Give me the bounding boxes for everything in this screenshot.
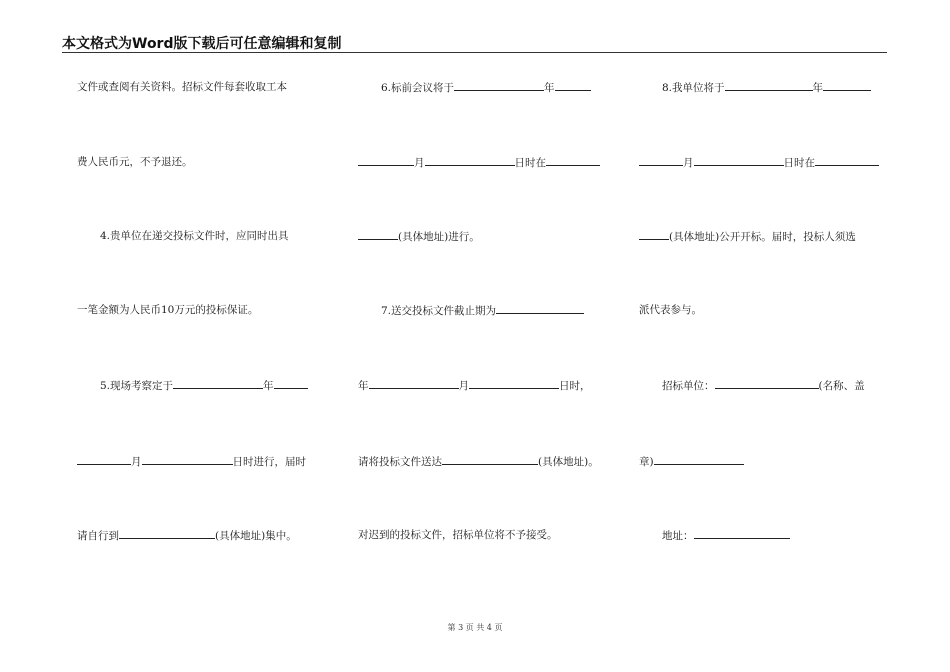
blank-field[interactable] bbox=[654, 454, 744, 465]
text-segment: (具体地址)。 bbox=[538, 456, 599, 468]
text-segment: 日时在 bbox=[514, 157, 546, 169]
blank-field[interactable] bbox=[815, 155, 879, 166]
blank-field[interactable] bbox=[77, 454, 131, 465]
text-segment: 请自行到 bbox=[77, 530, 119, 542]
text-segment: (具体地址)公开开标。届时，投标人须选 bbox=[669, 231, 856, 243]
blank-field[interactable] bbox=[694, 155, 784, 166]
header-title: 本文格式为Word版下载后可任意编辑和复制 bbox=[62, 36, 342, 52]
blank-field[interactable] bbox=[639, 155, 683, 166]
text-segment: (具体地址)集中。 bbox=[215, 530, 297, 542]
text-segment: 请将投标文件送达 bbox=[358, 456, 442, 468]
text-segment: 年 bbox=[358, 380, 369, 392]
blank-field[interactable] bbox=[358, 155, 414, 166]
blank-field[interactable] bbox=[454, 80, 544, 91]
col2-line-7: 对迟到的投标文件，招标单位将不予接受。 bbox=[358, 529, 558, 541]
text-segment: 月 bbox=[414, 157, 425, 169]
blank-field[interactable] bbox=[142, 454, 233, 465]
col1-line-3: 4.贵单位在递交投标文件时，应同时出具 bbox=[100, 230, 289, 242]
col1-line-2: 费人民币元，不予退还。 bbox=[77, 156, 193, 168]
col1-line-1: 文件或查阅有关资料。招标文件每套收取工本 bbox=[77, 81, 287, 93]
col2-line-5 bbox=[358, 378, 591, 393]
text-segment: 日时在 bbox=[783, 157, 815, 169]
text-segment: (名称、盖 bbox=[818, 380, 865, 392]
text-segment: 5.现场考察定于 bbox=[100, 380, 174, 392]
text-segment: 6.标前会议将于 bbox=[381, 82, 455, 94]
col2-line-3 bbox=[358, 229, 480, 244]
text-segment: 8.我单位将于 bbox=[662, 82, 725, 94]
blank-field[interactable] bbox=[725, 80, 813, 91]
blank-field[interactable] bbox=[546, 155, 600, 166]
blank-field[interactable] bbox=[173, 378, 263, 389]
col2-line-1 bbox=[381, 80, 591, 95]
page-number: 第 3 页 共 4 页 bbox=[447, 623, 503, 632]
blank-field[interactable] bbox=[694, 528, 790, 539]
col3-line-6 bbox=[639, 454, 744, 469]
text-segment: 招标单位： bbox=[662, 380, 715, 392]
blank-field[interactable] bbox=[358, 229, 398, 240]
blank-field[interactable] bbox=[442, 454, 538, 465]
blank-field[interactable] bbox=[274, 378, 308, 389]
text-segment: 年 bbox=[544, 82, 555, 94]
col1-line-5 bbox=[100, 378, 308, 393]
blank-field[interactable] bbox=[119, 528, 215, 539]
header-divider bbox=[62, 52, 887, 53]
col3-line-3 bbox=[639, 229, 856, 244]
blank-field[interactable] bbox=[639, 229, 669, 240]
col2-line-6 bbox=[358, 454, 599, 469]
text-segment: 日时进行，届时 bbox=[232, 456, 306, 468]
text-segment: 月 bbox=[458, 380, 469, 392]
text-segment: 章) bbox=[639, 456, 654, 468]
col3-line-7 bbox=[662, 528, 790, 543]
text-segment: (具体地址)进行。 bbox=[398, 231, 480, 243]
col3-line-5 bbox=[662, 378, 865, 393]
col1-line-7 bbox=[77, 528, 297, 543]
col3-line-1 bbox=[662, 80, 871, 95]
text-segment: 地址： bbox=[662, 530, 694, 542]
col3-line-2 bbox=[639, 155, 879, 170]
text-segment: 日时， bbox=[559, 380, 591, 392]
text-segment: 年 bbox=[263, 380, 274, 392]
text-segment: 年 bbox=[812, 82, 824, 94]
blank-field[interactable] bbox=[369, 378, 459, 389]
col1-line-4: 一笔金额为人民币10万元的投标保证。 bbox=[77, 304, 259, 316]
blank-field[interactable] bbox=[823, 80, 871, 91]
blank-field[interactable] bbox=[425, 155, 515, 166]
blank-field[interactable] bbox=[496, 303, 584, 314]
text-segment: 月 bbox=[131, 456, 142, 468]
col2-line-4 bbox=[381, 303, 584, 318]
blank-field[interactable] bbox=[469, 378, 559, 389]
col2-line-2 bbox=[358, 155, 600, 170]
col1-line-6 bbox=[77, 454, 306, 469]
blank-field[interactable] bbox=[555, 80, 591, 91]
col3-line-4: 派代表参与。 bbox=[639, 304, 702, 316]
text-segment: 月 bbox=[683, 157, 694, 169]
blank-field[interactable] bbox=[715, 378, 819, 389]
text-segment: 7.送交投标文件截止期为 bbox=[381, 305, 497, 317]
